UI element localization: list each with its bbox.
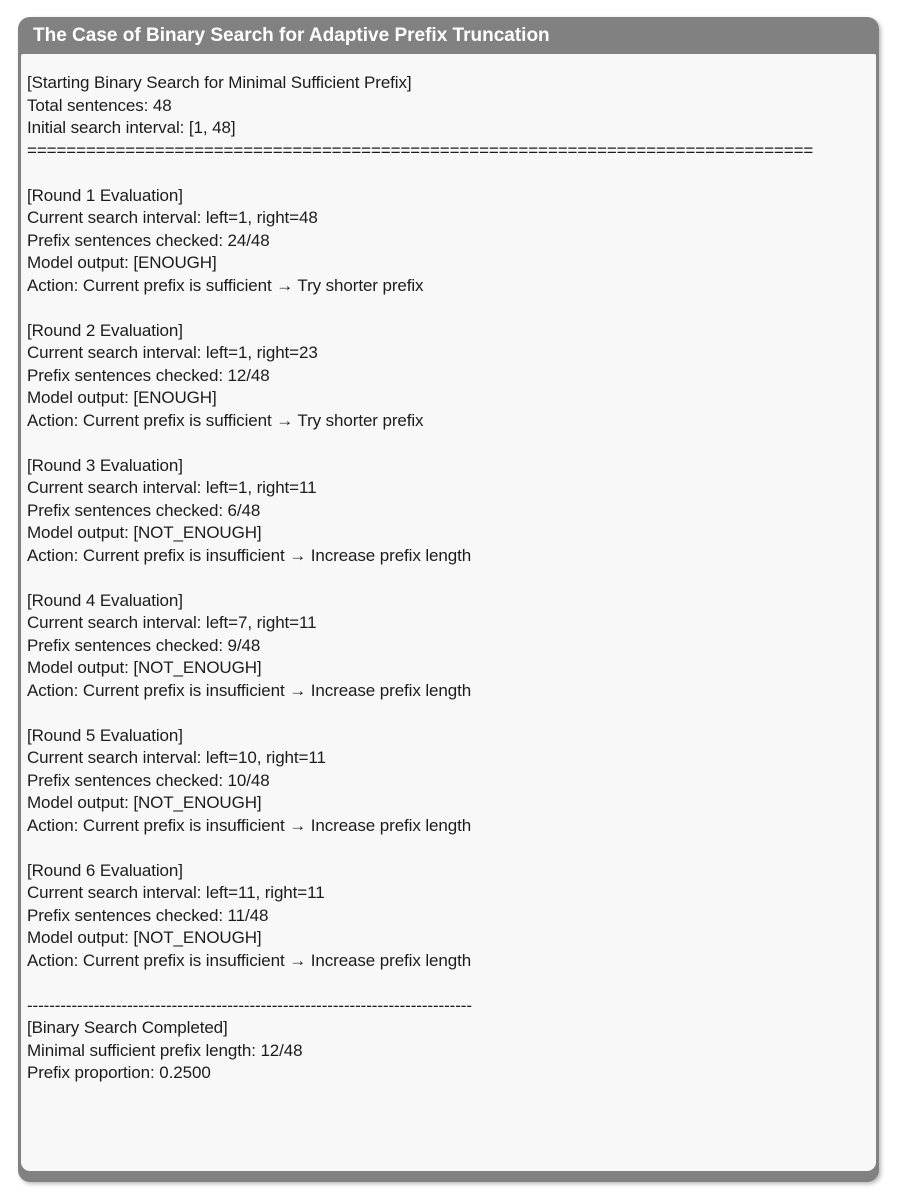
round-checked-line: Prefix sentences checked: 12/48 (27, 365, 270, 385)
result-proportion-line: Prefix proportion: 0.2500 (27, 1063, 211, 1082)
log-content (21, 54, 876, 1171)
separator-equals: ================================================================================ (27, 140, 814, 160)
round-checked-line: Prefix sentences checked: 11/48 (27, 905, 269, 925)
round-action-line: Action: Current prefix is sufficient → Try shorter prefix (27, 275, 424, 295)
round-interval-line: Current search interval: left=11, right=11 (27, 883, 325, 902)
round-model-output-line: Model output: [NOT_ENOUGH] (27, 658, 262, 677)
round-header: [Round 4 Evaluation] (27, 590, 183, 610)
round-model-output-line: Model output: [NOT_ENOUGH] (27, 928, 262, 947)
result-minimal-prefix-line: Minimal sufficient prefix length: 12/48 (27, 1040, 303, 1060)
round-block-3 (27, 455, 866, 568)
round-interval-line: Current search interval: left=1, right=23 (27, 343, 318, 362)
round-action-line: Action: Current prefix is insufficient → Increase prefix length (27, 545, 472, 565)
round-checked-line: Prefix sentences checked: 10/48 (27, 770, 270, 790)
round-interval-line: Current search interval: left=7, right=11 (27, 613, 317, 632)
round-action-line: Action: Current prefix is insufficient → Increase prefix length (27, 815, 472, 835)
round-header: [Round 1 Evaluation] (27, 185, 183, 205)
result-block (27, 995, 866, 1085)
intro-initial-interval-line: Initial search interval: [1, 48] (27, 118, 236, 137)
round-block-1 (27, 185, 866, 298)
log-window (18, 17, 879, 1182)
round-checked-line: Prefix sentences checked: 6/48 (27, 500, 261, 520)
round-header: [Round 6 Evaluation] (27, 860, 183, 880)
round-model-output-line: Model output: [NOT_ENOUGH] (27, 523, 262, 542)
round-header: [Round 2 Evaluation] (27, 320, 183, 340)
round-block-6 (27, 860, 866, 973)
result-completed-line: [Binary Search Completed] (27, 1018, 228, 1037)
round-header: [Round 3 Evaluation] (27, 455, 183, 475)
round-action-line: Action: Current prefix is insufficient → Increase prefix length (27, 680, 472, 700)
round-block-5 (27, 725, 866, 838)
round-checked-line: Prefix sentences checked: 9/48 (27, 635, 261, 655)
round-checked-line: Prefix sentences checked: 24/48 (27, 230, 270, 250)
intro-total-sentences-line: Total sentences: 48 (27, 95, 172, 115)
window-titlebar (18, 17, 879, 54)
window-title: The Case of Binary Search for Adaptive Prefix Truncation (33, 25, 550, 46)
round-interval-line: Current search interval: left=10, right=11 (27, 748, 326, 767)
intro-block (27, 72, 866, 162)
round-block-4 (27, 590, 866, 703)
round-action-line: Action: Current prefix is insufficient → Increase prefix length (27, 950, 472, 970)
round-block-2 (27, 320, 866, 433)
round-model-output-line: Model output: [ENOUGH] (27, 388, 217, 407)
round-interval-line: Current search interval: left=1, right=11 (27, 478, 317, 497)
intro-start-line: [Starting Binary Search for Minimal Sufficient Prefix] (27, 73, 412, 92)
round-model-output-line: Model output: [ENOUGH] (27, 253, 217, 272)
round-interval-line: Current search interval: left=1, right=48 (27, 208, 318, 227)
round-header: [Round 5 Evaluation] (27, 725, 183, 745)
round-model-output-line: Model output: [NOT_ENOUGH] (27, 793, 262, 812)
round-action-line: Action: Current prefix is sufficient → Try shorter prefix (27, 410, 424, 430)
separator-dashes: -------------------------------------------------------------------------------- (27, 995, 472, 1015)
